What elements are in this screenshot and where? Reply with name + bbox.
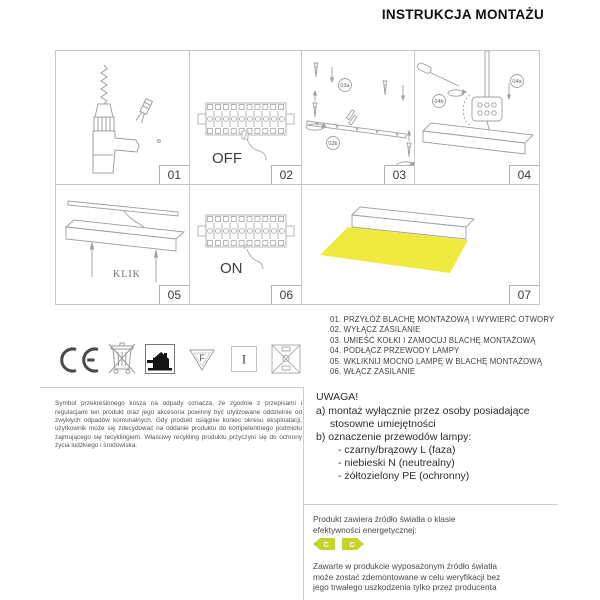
panel-number: 04 bbox=[509, 165, 539, 184]
on-label: ON bbox=[220, 260, 243, 277]
svg-text:F: F bbox=[199, 353, 205, 363]
screw-icon bbox=[313, 103, 318, 117]
callout-03b: 03b bbox=[328, 141, 338, 147]
energy-class-arrow-left bbox=[313, 538, 335, 550]
indoor-use-house-icon bbox=[145, 344, 175, 374]
panel-number: 05 bbox=[159, 285, 189, 304]
warning-heading: UWAGA! bbox=[316, 391, 359, 403]
step-item: 06. WŁĄCZ ZASILANIE bbox=[330, 367, 416, 377]
panel-number: 03 bbox=[384, 165, 414, 184]
wire-yellow-green: - żółtozielony PE (ochronny) bbox=[338, 470, 470, 482]
wall-plug-icon bbox=[136, 99, 153, 124]
energy-class-arrows bbox=[313, 538, 364, 550]
klik-label: KLIK bbox=[113, 269, 141, 280]
step-item: 03. UMIEŚĆ KOŁKI I ZAMOCUJ BLACHĘ MONTAŻOWĄ bbox=[330, 335, 536, 345]
off-label: OFF bbox=[212, 150, 242, 167]
energy-note-line3: jego trwałego uszkodzenia tylko przez producenta bbox=[313, 582, 497, 593]
non-replaceable-light-source-icon bbox=[271, 343, 301, 375]
panel-03 bbox=[302, 51, 415, 185]
ce-mark-icon bbox=[60, 346, 100, 374]
screw-icon bbox=[407, 143, 412, 157]
warning-point-b: b) oznaczenie przewodów lampy: bbox=[316, 431, 472, 443]
callout-04b: 04b bbox=[434, 99, 444, 105]
energy-intro-line2: efektywności energetycznej: bbox=[313, 524, 417, 535]
callout-04a: 04a bbox=[512, 79, 522, 85]
screw-icon bbox=[314, 63, 319, 77]
weee-crossed-bin-icon bbox=[107, 340, 137, 376]
svg-text:C: C bbox=[323, 542, 329, 549]
wire-blue: - niebieski N (neutrealny) bbox=[338, 457, 455, 469]
step-item: 04. PODŁĄCZ PRZEWODY LAMPY bbox=[330, 346, 460, 356]
step-list bbox=[330, 315, 554, 377]
screw-icon bbox=[383, 81, 388, 95]
screwdriver-icon bbox=[416, 62, 459, 86]
panel-06 bbox=[190, 185, 302, 304]
panel-02 bbox=[190, 51, 302, 185]
warning-point-a-cont: stosowne umiejętności bbox=[330, 418, 436, 430]
panel-05 bbox=[56, 185, 190, 304]
page-title: INSTRUKCJA MONTAŻU bbox=[381, 7, 544, 22]
panel-07 bbox=[302, 185, 539, 304]
wire-black-brown: - czarny/brązowy L (faza) bbox=[338, 444, 456, 456]
step-item: 05. WKLIKNIJ MOCNO LAMPĘ W BLACHĘ MONTAŻOWĄ bbox=[330, 356, 543, 366]
divider-horizontal-right bbox=[303, 504, 557, 505]
f-symbol-icon bbox=[189, 346, 215, 372]
hand-icon bbox=[247, 249, 263, 269]
warning-block bbox=[316, 391, 530, 483]
energy-intro-line1: Produkt zawiera źródło światła o klasie bbox=[313, 514, 456, 524]
panel-number: 01 bbox=[159, 165, 189, 184]
rotate-arrow-icon bbox=[448, 90, 464, 96]
callout-03a: 03a bbox=[340, 83, 350, 89]
hand-icon bbox=[247, 139, 266, 160]
svg-text:C: C bbox=[349, 542, 355, 549]
divider-vertical bbox=[303, 387, 304, 600]
energy-note-line2: może zostać zdemontowane w celu weryfikacji bez bbox=[313, 571, 501, 582]
energy-note bbox=[313, 561, 500, 593]
panel-grid bbox=[55, 50, 540, 305]
energy-note-line1: Zawarte w produkcie wyposażonym źródło światła bbox=[313, 561, 497, 571]
panel-04 bbox=[415, 51, 539, 185]
disposal-note: Symbol przekreślonego kosza na odpady oznacza, że zgodnie z przepisami i regulacjami ten produkt oraz jego akcesoria powinny być utylizowane oddzielnie od zwykłych odpadów komunalnych. Gdy produkt osiągnie koniec okresu eksploatacji, użytkownik może się zdecydować na oddanie produktu do kompetentnego podmiotu zajmującego się recyklingiem. Właściwy recykling produktu przyczyni się do ochrony życia ludzkiego i środowiska. bbox=[55, 400, 302, 449]
warning-point-a: a) montaż wyłącznie przez osoby posiadające bbox=[316, 405, 530, 417]
panel-01 bbox=[56, 51, 190, 185]
dowel-icon bbox=[345, 110, 359, 125]
panel-number: 06 bbox=[271, 285, 301, 304]
step-item: 01. PRZYŁÓŻ BLACHĘ MONTAŻOWĄ I WYWIERĆ OTWORY bbox=[330, 315, 555, 324]
energy-intro bbox=[313, 514, 456, 535]
divider-horizontal-left bbox=[40, 387, 303, 388]
energy-class-arrow-right bbox=[342, 538, 364, 550]
step-item: 02. WYŁĄCZ ZASILANIE bbox=[330, 325, 421, 335]
panel-number: 07 bbox=[509, 285, 539, 304]
panel-number: 02 bbox=[271, 165, 301, 184]
class-1-icon bbox=[231, 346, 257, 372]
lamp-light-illustration bbox=[302, 185, 538, 303]
svg-text:I: I bbox=[241, 351, 247, 367]
